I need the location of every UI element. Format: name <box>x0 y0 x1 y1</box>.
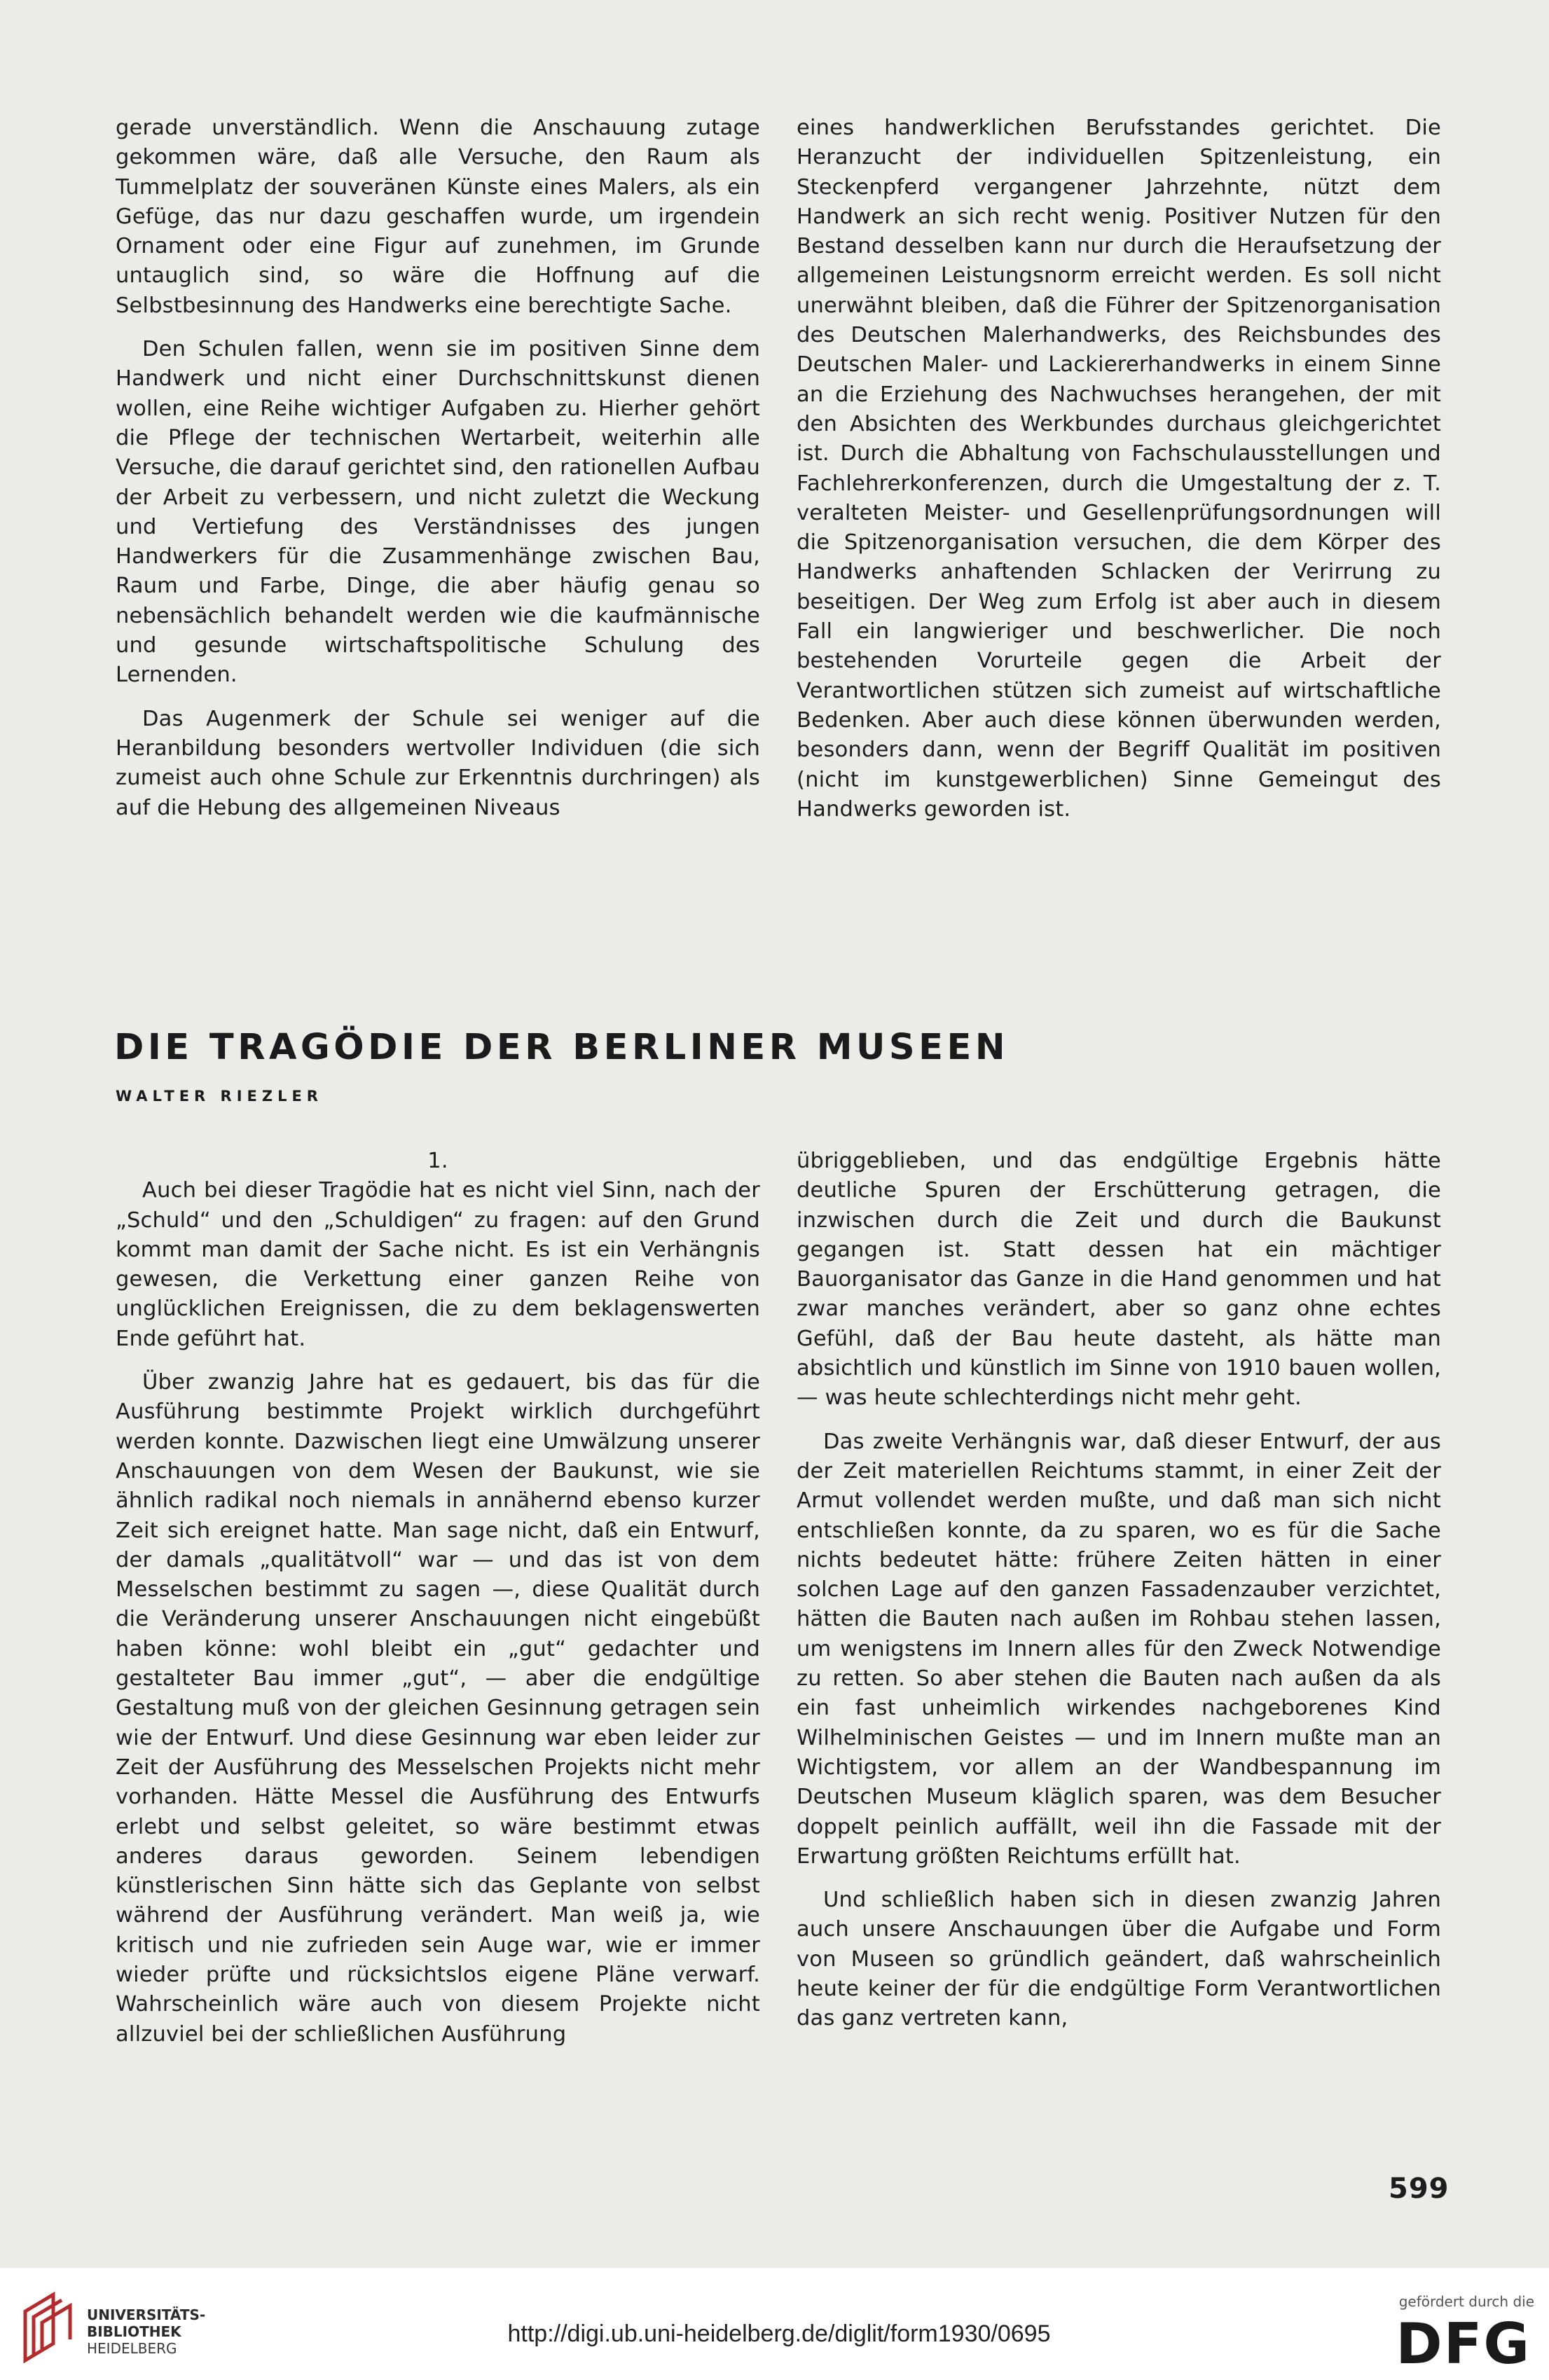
paragraph: Das Augenmerk der Schule sei weniger auf die Heranbildung besonders wertvoller Individuen (die sich zumeist auch ohne Schule zur Erkenntnis durchringen) als auf die Hebung des allgemeinen Niveaus <box>116 706 760 820</box>
dfg-logo-text: DFG <box>1396 2318 1531 2367</box>
paragraph: übriggeblieben, und das endgültige Ergebnis hätte deutliche Spuren der Erschütterung getragen, die inzwischen durch die Zeit und durch die Baukunst gegangen ist. Statt dessen hat ein mächtiger Bauorganisator das Ganze in die Hand genommen und hat zwar manches verändert, aber so ganz ohne echtes Gefühl, daß der Bau heute dasteht, als hätte man absichtlich und künstlich im Sinne von 1910 bauen wollen, — was heute schlechterdings nicht mehr geht. <box>797 1149 1441 1411</box>
article-right-column <box>797 1147 1441 2034</box>
article-left-column <box>116 1147 760 2049</box>
library-name-line: BIBLIOTHEK <box>87 2323 181 2340</box>
page-number: 599 <box>1389 2173 1450 2205</box>
paragraph: Und schließlich haben sich in diesen zwanzig Jahren auch unsere Anschauungen über die Aufgabe und Form von Museen so gründlich geändert, daß wahrscheinlich heute keiner der für die endgültige Form Verantwortlichen das ganz vertreten kann, <box>797 1888 1441 2031</box>
paragraph: gerade unverständlich. Wenn die Anschauung zutage gekommen wäre, daß alle Versuche, den Raum als Tummelplatz der souveränen Künste eines Malers, als ein Gefüge, das nur dazu geschaffen wurde, um irgendein Ornament oder eine Figur auf zunehmen, im Grunde untauglich sind, so wäre die Hoffnung auf die Selbstbesinnung des Handwerks eine berechtigte Sache. <box>116 116 760 318</box>
article-author: WALTER RIEZLER <box>116 1088 323 1105</box>
library-name-line: UNIVERSITÄTS- <box>87 2306 206 2323</box>
paragraph: Das zweite Verhängnis war, daß dieser Entwurf, der aus der Zeit materiellen Reichtums stammt, in einer Zeit der Armut vollendet werden mußte, und daß man sich nicht entschließen konnte, da zu sparen, wo es für die Sache nichts bedeutet hätte: frühere Zeiten hätten in einer solchen Lage auf den ganzen Fassadenzauber verzichtet, hätten die Bauten nach außen im Rohbau stehen lassen, um wenigstens im Innern alles für den Zweck Notwendige zu retten. So aber stehen die Bauten nach außen da als ein fast unheimlich wirkendes nachgeborenes Kind Wilhelminischen Geistes — und im Innern mußte man an Wichtigstem, vor allem an der Wandbespannung im Deutschen Museum kläglich sparen, was dem Besucher doppelt peinlich auffällt, weil ihn die Fassade mit der Erwartung größten Reichtums erfüllt hat. <box>797 1429 1441 1869</box>
upper-right-column <box>797 113 1441 824</box>
paragraph: Über zwanzig Jahre hat es gedauert, bis das für die Ausführung bestimmte Projekt wirklich durchgeführt werden konnte. Dazwischen liegt eine Umwälzung unserer Anschauungen von dem Wesen der Baukunst, wie sie ähnlich radikal noch niemals in annähernd ebenso kurzer Zeit sich ereignet hatte. Man sage nicht, daß ein Entwurf, der damals „qualitätvoll“ war — und das ist von dem Messelschen bestimmt zu sagen —, diese Qualität durch die Veränderung unserer Anschauungen nicht eingebüßt haben könne: wohl bleibt ein „gut“ gedachter und gestalteter Bau immer „gut“, — aber die endgültige Gestaltung muß von der gleichen Gesinnung getragen sein wie der Entwurf. Und diese Gesinnung war eben leider zur Zeit der Ausführung des Messelschen Projekts nicht mehr vorhanden. Hätte Messel die Ausführung des Entwurfs erlebt und selbst geleitet, so wäre bestimmt etwas anderes daraus geworden. Seinem lebendigen künstlerischen Sinn hätte sich das Geplante von selbst während der Ausführung verändert. Man weiß ja, wie kritisch und nie zufrieden sein Auge war, wie er immer wieder prüfte und rücksichtslos eigene Pläne verwarf. Wahrscheinlich wäre auch von diesem Projekte nicht allzuviel bei der schließlichen Ausführung <box>116 1370 760 2047</box>
section-number: 1. <box>427 1149 448 1173</box>
paragraph: Den Schulen fallen, wenn sie im positiven Sinne dem Handwerk und nicht einer Durchschnittskunst dienen wollen, eine Reihe wichtiger Aufgaben zu. Hierher gehört die Pflege der technischen Wertarbeit, weiterhin alle Versuche, die darauf gerichtet sind, den rationellen Aufbau der Arbeit zu verbessern, und nicht zuletzt die Weckung und Vertiefung des Verständnisses des jungen Handwerkers für die Zusammenhänge zwischen Bau, Raum und Farbe, Dinge, die aber häufig genau so nebensächlich behandelt werden wie die kaufmännische und gesunde wirtschaftspolitische Schulung des Lernenden. <box>116 337 760 688</box>
source-url-link[interactable]: http://digi.ub.uni-heidelberg.de/diglit/form1930/0695 <box>507 2320 1051 2347</box>
paragraph: Auch bei dieser Tragödie hat es nicht viel Sinn, nach der „Schuld“ und den „Schuldigen“ zu fragen: auf den Grund kommt man damit der Sache nicht. Es ist ein Verhängnis gewesen, die Verkettung einer ganzen Reihe von unglücklichen Ereignissen, die zu dem beklagenswerten Ende geführt hat. <box>116 1178 760 1351</box>
article-title: DIE TRAGÖDIE DER BERLINER MUSEEN <box>114 1027 1010 1068</box>
funding-caption: gefördert durch die <box>1398 2293 1534 2310</box>
upper-left-column <box>116 113 760 823</box>
digitization-footer <box>0 2268 1549 2380</box>
library-name <box>87 2306 205 2357</box>
dfg-logo-icon <box>1378 2318 1532 2367</box>
library-name-line: HEIDELBERG <box>87 2340 177 2357</box>
paragraph: eines handwerklichen Berufsstandes gerichtet. Die Heranzucht der individuellen Spitzenleistung, ein Steckenpferd vergangener Jahrzehnte, nützt dem Handwerk an sich recht wenig. Positiver Nutzen für den Bestand desselben kann nur durch die Heraufsetzung der allgemeinen Leistungsnorm erreicht werden. Es soll nicht unerwähnt bleiben, daß die Führer der Spitzenorganisation des Deutschen Malerhandwerks, des Reichsbundes des Deutschen Maler- und Lackiererhandwerks in einem Sinne an die Erziehung des Nachwuchses herangehen, der mit den Absichten des Werkbundes durchaus gleichgerichtet ist. Durch die Abhaltung von Fachschulausstellungen und Fachlehrerkonferenzen, durch die Umgestaltung der z. T. veralteten Meister- und Gesellenprüfungsordnungen will die Spitzenorganisation versuchen, die dem Körper des Handwerks anhaftenden Schlacken der Verirrung zu beseitigen. Der Weg zum Erfolg ist aber auch in diesem Fall ein langwieriger und beschwerlicher. Die noch bestehenden Vorurteile gegen die Arbeit der Verantwortlichen stützen sich zumeist auf wirtschaftliche Bedenken. Aber auch diese können überwunden werden, besonders dann, wenn der Begriff Qualität im positiven (nicht im kunstgewerblichen) Sinne Gemeingut des Handwerks geworden ist. <box>797 116 1441 822</box>
ub-heidelberg-logo-icon <box>18 2290 77 2365</box>
